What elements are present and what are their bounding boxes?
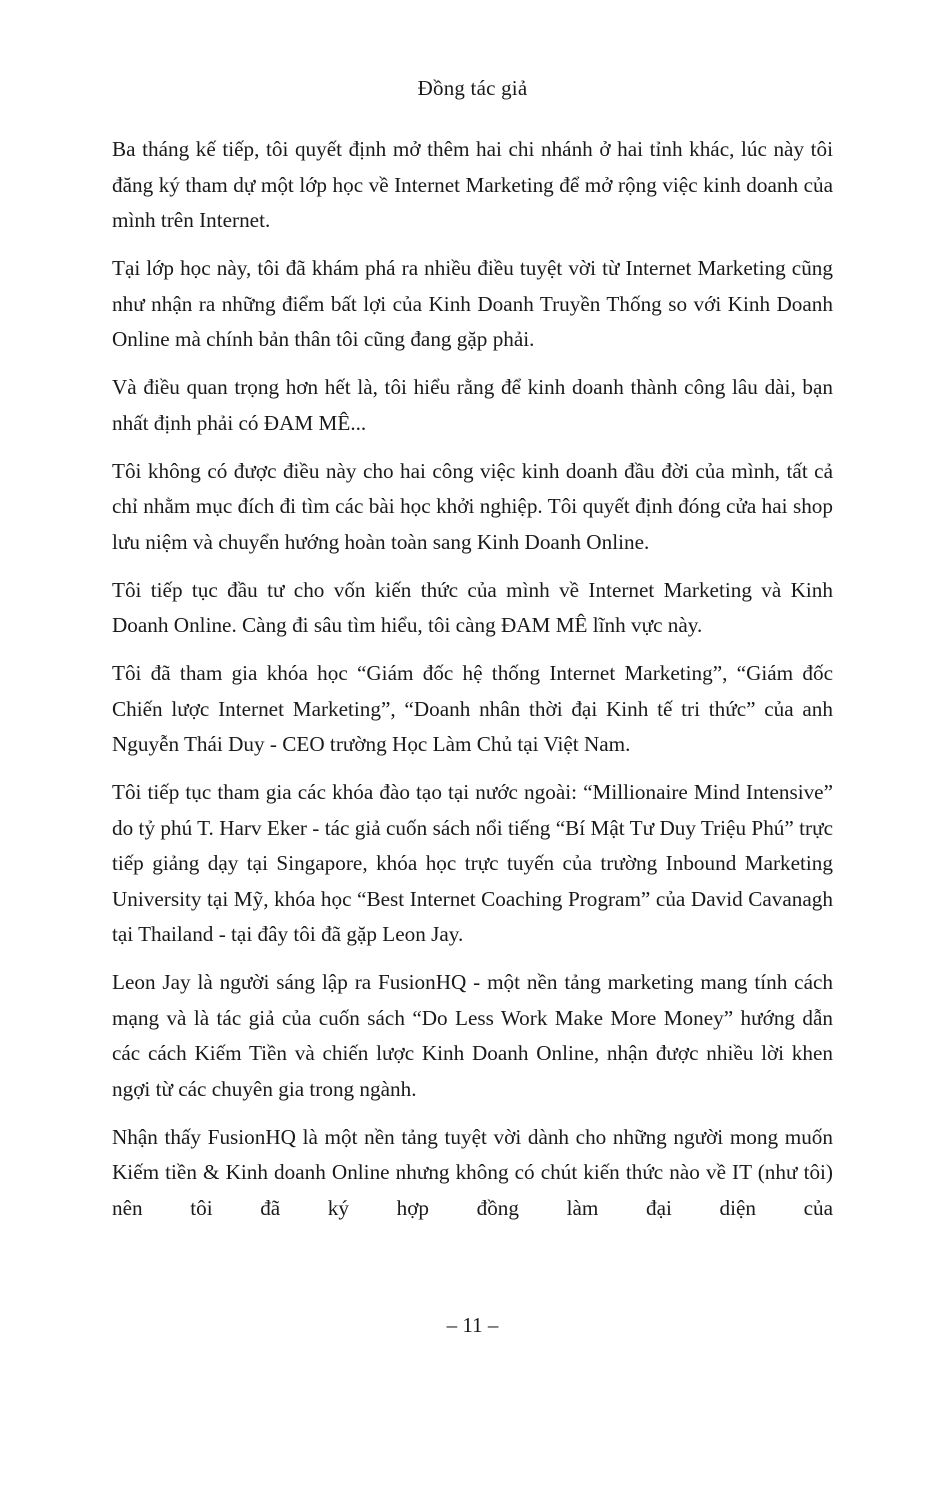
paragraph: Nhận thấy FusionHQ là một nền tảng tuyệt vời dành cho những người mong muốn Kiếm tiền & Kinh doanh Online nhưng không có chút kiến thức nào về IT (như tôi) nên tôi đã ký hợp đồng làm đại diện của	[112, 1124, 833, 1220]
paragraph: Và điều quan trọng hơn hết là, tôi hiểu rằng để kinh doanh thành công lâu dài, bạn nhất định phải có ĐAM MÊ...	[112, 375, 833, 435]
running-header: Đồng tác giả	[417, 76, 528, 100]
paragraph: Tại lớp học này, tôi đã khám phá ra nhiều điều tuyệt vời từ Internet Marketing cũng như nhận ra những điểm bất lợi của Kinh Doanh Truyền Thống so với Kinh Doanh Online mà chính bản thân tôi cũng đang gặp phải.	[112, 256, 833, 351]
body-text	[112, 132, 833, 1239]
page-number: – 11 –	[446, 1313, 499, 1337]
paragraph: Leon Jay là người sáng lập ra FusionHQ - một nền tảng marketing mang tính cách mạng và là tác giả của cuốn sách “Do Less Work Make More Money” hướng dẫn các cách Kiếm Tiền và chiến lược Kinh Doanh Online, nhận được nhiều lời khen ngợi từ các chuyên gia trong ngành.	[112, 970, 833, 1101]
paragraph: Tôi tiếp tục đầu tư cho vốn kiến thức của mình về Internet Marketing và Kinh Doanh Online. Càng đi sâu tìm hiểu, tôi càng ĐAM MÊ lĩnh vực này.	[112, 577, 833, 637]
paragraph: Tôi tiếp tục tham gia các khóa đào tạo tại nước ngoài: “Millionaire Mind Intensive” do tỷ phú T. Harv Eker - tác giả cuốn sách nổi tiếng “Bí Mật Tư Duy Triệu Phú” trực tiếp giảng dạy tại Singapore, khóa học trực tuyến của trường Inbound Marketing University tại Mỹ, khóa học “Best Internet Coaching Program” của David Cavanagh tại Thailand - tại đây tôi đã gặp Leon Jay.	[112, 780, 833, 946]
paragraph: Tôi không có được điều này cho hai công việc kinh doanh đầu đời của mình, tất cả chỉ nhằm mục đích đi tìm các bài học khởi nghiệp. Tôi quyết định đóng cửa hai shop lưu niệm và chuyển hướng hoàn toàn sang Kinh Doanh Online.	[112, 458, 833, 554]
paragraph: Tôi đã tham gia khóa học “Giám đốc hệ thống Internet Marketing”, “Giám đốc Chiến lược Internet Marketing”, “Doanh nhân thời đại Kinh tế tri thức” của anh Nguyễn Thái Duy - CEO trường Học Làm Chủ tại Việt Nam.	[112, 661, 833, 756]
paragraph: Ba tháng kế tiếp, tôi quyết định mở thêm hai chi nhánh ở hai tỉnh khác, lúc này tôi đăng ký tham dự một lớp học về Internet Marketing để mở rộng việc kinh doanh của mình trên Internet.	[112, 137, 833, 232]
